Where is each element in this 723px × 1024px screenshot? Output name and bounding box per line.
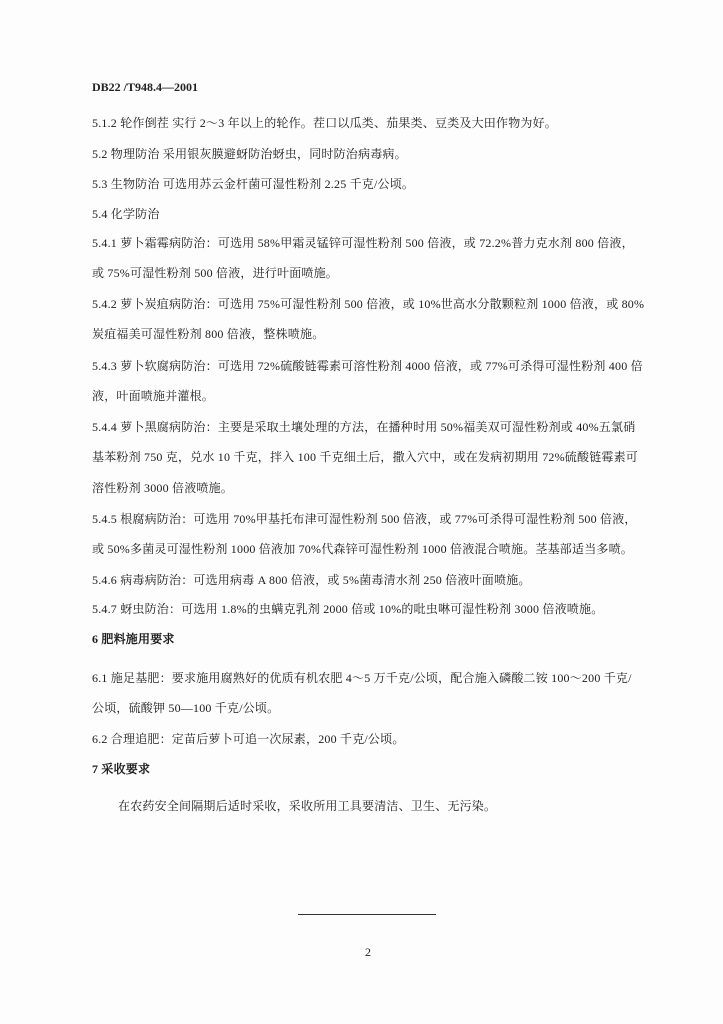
- clause-6-1-line: 公顷，硫酸钾 50—100 千克/公顷。: [92, 701, 280, 715]
- clause-5-2: 5.2 物理防治 采用银灰膜避蚜防治蚜虫，同时防治病毒病。: [92, 147, 407, 161]
- clause-6-2: 6.2 合理追肥：定苗后萝卜可追一次尿素，200 千克/公顷。: [92, 732, 405, 746]
- clause-5-4-2-line: 5.4.2 萝卜炭疽病防治：可选用 75%可湿性粉剂 500 倍液，或 10%世高水分散颗粒剂 1000 倍液，或 80%: [92, 297, 645, 311]
- clause-5-4-title: 5.4 化学防治: [92, 207, 160, 221]
- clause-5-4-4-line: 5.4.4 萝卜黑腐病防治：主要是采取土壤处理的方法，在播种时用 50%福美双可湿性粉剂或 40%五氯硝: [92, 420, 636, 434]
- standard-code-header: DB22 /T948.4—2001: [92, 80, 199, 94]
- clause-5-4-4-line: 溶性粉剂 3000 倍液喷施。: [92, 481, 234, 495]
- page-number: 2: [365, 945, 371, 959]
- clause-5-4-5-line: 5.4.5 根腐病防治：可选用 70%甲基托布津可湿性粉剂 500 倍液，或 77%可杀得可湿性粉剂 500 倍液，: [92, 512, 637, 526]
- clause-5-4-1-line: 或 75%可湿性粉剂 500 倍液，进行叶面喷施。: [92, 266, 338, 280]
- section-7-paragraph: 在农药安全间隔期后适时采收，采收所用工具要清洁、卫生、无污染。: [118, 799, 497, 813]
- clause-5-4-7: 5.4.7 蚜虫防治：可选用 1.8%的虫螨克乳剂 2000 倍或 10%的吡虫啉可湿性粉剂 3000 倍液喷施。: [92, 602, 604, 616]
- clause-5-4-4-line: 基苯粉剂 750 克，兑水 10 千克，拌入 100 千克细土后，撒入穴中，或在发病初期用 72%硫酸链霉素可: [92, 450, 638, 464]
- clause-6-1-line: 6.1 施足基肥：要求施用腐熟好的优质有机农肥 4～5 万千克/公顷，配合施入磷酸二铵 100～200 千克/: [92, 671, 632, 685]
- section-6-heading: 6 肥料施用要求: [92, 632, 175, 646]
- section-7-heading: 7 采收要求: [92, 762, 151, 776]
- end-of-text-rule: [298, 914, 436, 915]
- clause-5-4-5-line: 或 50%多菌灵可湿性粉剂 1000 倍液加 70%代森锌可湿性粉剂 1000 倍液混合喷施。茎基部适当多喷。: [92, 542, 633, 556]
- clause-5-4-3-line: 液，叶面喷施并灌根。: [92, 389, 215, 403]
- clause-5-1-2: 5.1.2 轮作倒茬 实行 2～3 年以上的轮作。茬口以瓜类、茄果类、豆类及大田作物为好。: [92, 116, 558, 130]
- clause-5-4-2-line: 炭疽福美可湿性粉剂 800 倍液，整株喷施。: [92, 327, 325, 341]
- clause-5-4-3-line: 5.4.3 萝卜软腐病防治：可选用 72%硫酸链霉素可溶性粉剂 4000 倍液，或 77%可杀得可湿性粉剂 400 倍: [92, 359, 643, 373]
- clause-5-4-1-line: 5.4.1 萝卜霜霉病防治：可选用 58%甲霜灵锰锌可湿性粉剂 500 倍液，或 72.2%普力克水剂 800 倍液，: [92, 236, 634, 250]
- clause-5-4-6: 5.4.6 病毒病防治：可选用病毒 A 800 倍液，或 5%菌毒清水剂 250 倍液叶面喷施。: [92, 573, 531, 587]
- clause-5-3: 5.3 生物防治 可选用苏云金杆菌可湿性粉剂 2.25 千克/公顷。: [92, 177, 415, 191]
